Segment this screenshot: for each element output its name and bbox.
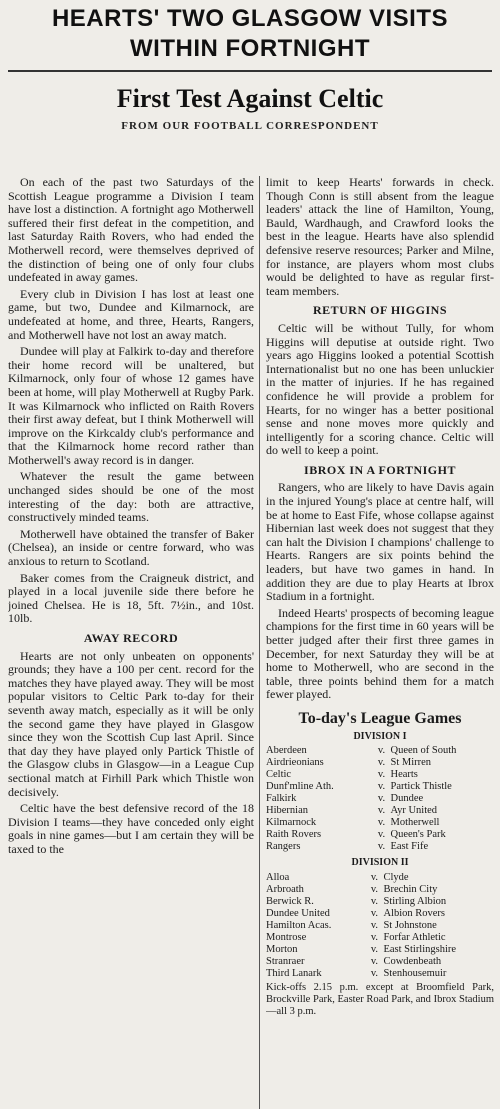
division-2-fixtures: [266, 872, 494, 980]
headline-line-1: HEARTS' TWO GLASGOW VISITS: [51, 5, 449, 32]
fixture-row: [266, 769, 494, 781]
division-2-label: DIVISION II: [351, 857, 409, 869]
fixture-versus: v.: [370, 883, 379, 895]
paragraph: Whatever the result the game between unchanged sides should be one of the most interesting of the day: both are attractive, constructively minded teams.: [8, 469, 254, 525]
fixture-row: [266, 757, 494, 769]
fixture-home-team: Dundee United: [266, 907, 330, 919]
byline: FROM OUR FOOTBALL CORRESPONDENT: [121, 120, 379, 132]
paragraph: Dundee will play at Falkirk to-day and therefore their home record will be unaltered, but Kilmarnock, only four of whose 12 games have been at home, will play Motherwell at Rugby Park. It was Kilmarnock who inflicted on Raith Rovers their first away defeat, but I think Motherwell will improve on the Kirkcaldy club's performance and that the Kilmarnock home record rather than Motherwell's away record is in danger.: [8, 344, 254, 467]
fixture-versus: v.: [377, 829, 386, 841]
fixture-home-team: Airdrieonians: [266, 757, 324, 769]
fixture-versus: v.: [377, 817, 386, 829]
article-column-2: [266, 176, 494, 1109]
fixture-row: [266, 745, 494, 757]
fixture-away-team: Motherwell: [390, 817, 440, 829]
fixture-versus: v.: [377, 805, 386, 817]
fixture-versus: v.: [370, 931, 379, 943]
fixture-away-team: Ayr United: [390, 805, 438, 817]
fixture-away-team: Stirling Albion: [383, 895, 447, 907]
fixture-home-team: Falkirk: [266, 793, 297, 805]
fixture-away-team: Albion Rovers: [383, 907, 445, 919]
fixture-away-team: Partick Thistle: [390, 781, 452, 793]
fixture-row: [266, 793, 494, 805]
paragraph: Indeed Hearts' prospects of becoming league champions for the first time in 60 years will be better judged after their first three games in December, for next Saturday they will be at home to Motherwell, who are second in the table, three points behind them for a match fewer played.: [266, 605, 494, 702]
fixture-home-team: Alloa: [266, 871, 290, 883]
fixture-away-team: Cowdenbeath: [383, 955, 442, 967]
fixture-home-team: Third Lanark: [266, 967, 322, 979]
fixture-home-team: Stranraer: [266, 955, 305, 967]
fixture-versus: v.: [377, 745, 386, 757]
paragraph: Hearts are not only unbeaten on opponents' grounds; they have a 100 per cent. record for the matches they have played away. They will be most popular visitors to Celtic Park to-day for their seventh away match, especially as it will be only the second game they have played in Glasgow since they won the Scottish Cup last April. Since that day they have played only Partick Thistle of the Glasgow clubs in Glasgow—in a League Cup sectional match at Firhill Park which Thistle won decisively.: [8, 648, 254, 799]
fixture-versus: v.: [370, 907, 379, 919]
fixture-home-team: Hamilton Acas.: [266, 919, 332, 931]
fixture-versus: v.: [370, 919, 379, 931]
fixture-versus: v.: [377, 757, 386, 769]
section-heading-return-of-higgins: RETURN OF HIGGINS: [312, 303, 448, 318]
fixture-away-team: Queen's Park: [390, 829, 446, 841]
fixture-home-team: Celtic: [266, 769, 292, 781]
fixture-row: [266, 872, 494, 884]
fixture-row: [266, 932, 494, 944]
fixture-row: [266, 884, 494, 896]
paragraph: limit to keep Hearts' forwards in check. Though Conn is still absent from the league leaders' attack the line of Hamilton, Young, Bauld, Wardhaugh, and Crawford looks the best in the league. Hearts have also splendid defensive reserve resources; Parker and Milne, for instance, are players whom most clubs would be delighted to have as regular first-team members.: [266, 176, 494, 298]
fixture-versus: v.: [370, 943, 379, 955]
fixture-away-team: Stenhousemuir: [383, 967, 447, 979]
fixture-versus: v.: [377, 781, 386, 793]
fixture-home-team: Berwick R.: [266, 895, 314, 907]
paragraph: Rangers, who are likely to have Davis again in the injured Young's place at centre half, will be at home to East Fife, whose collapse against Hibernian last week does not suggest that they can halt the Division I champions' challenge to Hearts. Rangers are six points behind the leaders, but have two games in hand. In addition they are due to play Hearts at Ibrox Stadium in a fortnight.: [266, 480, 494, 604]
paragraph: Celtic have the best defensive record of the 18 Division I teams—they have conceded only eight goals in nine games—but I am certain they will be taxed to the: [8, 801, 254, 856]
headline-line-2: WITHIN FORTNIGHT: [130, 35, 370, 62]
fixture-row: [266, 968, 494, 980]
paragraph: On each of the past two Saturdays of the Scottish League programme a Division I team have lost a distinction. A fortnight ago Motherwell suffered their first defeat in the competition, and last Saturday Raith Rovers, who had ended the Motherwell record, were themselves deprived of the distinction of being one of only four clubs undefeated in away games.: [8, 176, 254, 285]
fixture-away-team: Clyde: [383, 871, 409, 883]
fixture-row: [266, 841, 494, 853]
fixture-home-team: Arbroath: [266, 883, 304, 895]
fixture-versus: v.: [377, 841, 386, 853]
fixture-home-team: Rangers: [266, 841, 301, 853]
fixture-away-team: St Johnstone: [383, 919, 437, 931]
fixture-row: [266, 829, 494, 841]
fixture-home-team: Dunf'mline Ath.: [266, 781, 334, 793]
kickoff-footnote: Kick-offs 2.15 p.m. except at Broomfield Park, Brockville Park, Easter Road Park, and Ibrox Stadium—all 3 p.m.: [266, 981, 494, 1017]
fixture-home-team: Morton: [266, 943, 298, 955]
fixture-home-team: Kilmarnock: [266, 817, 317, 829]
fixture-row: [266, 781, 494, 793]
fixtures-title: To-day's League Games: [298, 709, 462, 727]
fixture-away-team: St Mirren: [390, 757, 432, 769]
division-1-label: DIVISION I: [353, 730, 407, 742]
fixture-versus: v.: [370, 895, 379, 907]
fixture-versus: v.: [370, 955, 379, 967]
fixture-row: [266, 920, 494, 932]
fixture-away-team: Hearts: [390, 769, 418, 781]
fixture-home-team: Hibernian: [266, 805, 308, 817]
fixture-row: [266, 944, 494, 956]
fixture-home-team: Aberdeen: [266, 745, 307, 757]
fixture-versus: v.: [377, 793, 386, 805]
fixture-away-team: Queen of South: [390, 745, 457, 757]
fixture-away-team: Forfar Athletic: [383, 931, 446, 943]
paragraph: Every club in Division I has lost at least one game, but two, Dundee and Kilmarnock, are undefeated at home, and three, Hearts, Rangers, and Motherwell have not lost an away match.: [8, 286, 254, 342]
fixture-home-team: Montrose: [266, 931, 307, 943]
section-heading-away-record: AWAY RECORD: [83, 631, 179, 645]
article-column-1: [8, 176, 254, 1109]
subheadline: First Test Against Celtic: [116, 84, 384, 113]
fixture-versus: v.: [370, 967, 379, 979]
fixture-row: [266, 805, 494, 817]
paragraph: Motherwell have obtained the transfer of Baker (Chelsea), an inside or centre forward, who was anxious to return to Scotland.: [8, 526, 254, 569]
fixture-home-team: Raith Rovers: [266, 829, 322, 841]
fixture-away-team: Brechin City: [383, 883, 438, 895]
fixture-away-team: East Stirlingshire: [383, 943, 457, 955]
paragraph: Baker comes from the Craigneuk district, and played in a local juvenile side there before he joined Chelsea. He is 18, 5ft. 7½in., and 10st. 10lb.: [8, 570, 254, 626]
division-1-fixtures: [266, 745, 494, 853]
column-divider: [259, 176, 260, 1109]
fixture-versus: v.: [370, 871, 379, 883]
fixture-row: [266, 896, 494, 908]
fixture-row: [266, 956, 494, 968]
section-heading-ibrox: IBROX IN A FORTNIGHT: [304, 462, 456, 477]
fixture-away-team: Dundee: [390, 793, 424, 805]
fixture-row: [266, 908, 494, 920]
fixture-away-team: East Fife: [390, 841, 429, 853]
article-columns: [0, 176, 500, 1109]
headline: [0, 4, 500, 64]
headline-rule: [8, 70, 492, 72]
paragraph: Celtic will be without Tully, for whom Higgins will deputise at outside right. Two years ago Higgins looked a potential Scottish Internationalist but no one has been unluckier in the matter of injuries. If he has regained confidence he will provide a problem for Hearts, for no winger has a better positional sense and none moves more quickly and intelligently for a scoring chance. Celtic will do well to keep a point.: [266, 320, 494, 458]
fixture-versus: v.: [377, 769, 386, 781]
fixture-row: [266, 817, 494, 829]
